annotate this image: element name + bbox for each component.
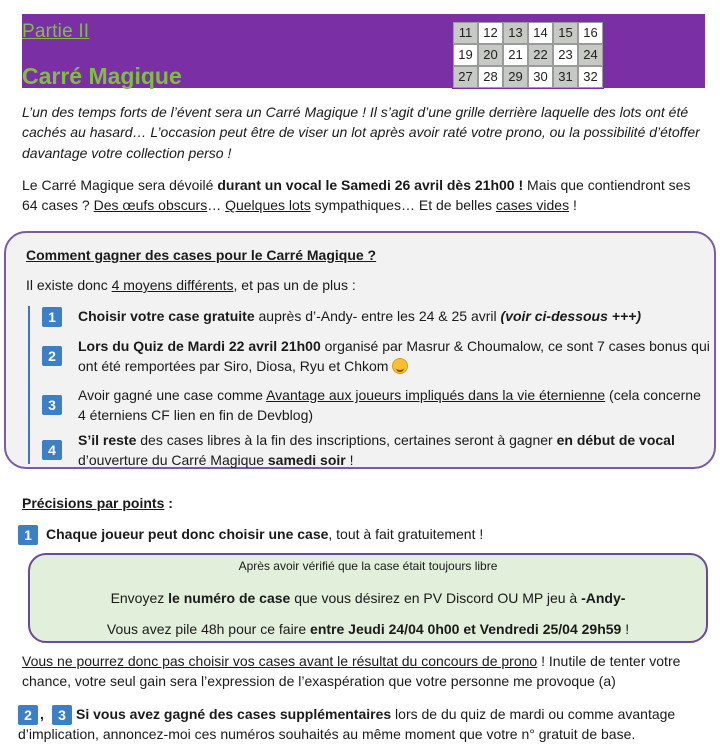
step-3-advantage: Avantage aux joueurs impliqués dans la vie éternienne — [266, 387, 606, 403]
andy-name: -Andy- — [581, 590, 626, 606]
empty-cells-text: cases vides — [495, 197, 570, 214]
page-title: Carré Magique — [22, 63, 182, 89]
number-3-icon: 3 — [52, 705, 72, 725]
intro-paragraph: L’un des temps forts de l’évent sera un Carré Magique ! Il s’agit d’une grille derrière laquelle des lots ont été cachés au hasard… L’occasion peut être de viser un lot après avoir raté votre prono, ou la possibilité d’étoffer davantage votre collection perso ! — [22, 104, 700, 161]
step-4-body: ! — [345, 452, 354, 469]
step-1-bold: Choisir votre case gratuite — [78, 308, 255, 324]
grid-cell: 31 — [553, 66, 578, 88]
description-paragraph — [22, 175, 702, 216]
grid-cell: 13 — [503, 22, 528, 44]
grid-cell: 15 — [553, 22, 578, 44]
some-lots-text: Quelques lots — [225, 197, 311, 214]
how-to-win-intro — [26, 275, 356, 295]
step-4-body: d’ouverture du Carré Magique — [78, 452, 268, 469]
grid-cell: 14 — [528, 22, 553, 44]
send-text: Envoyez — [110, 590, 169, 606]
steps-list — [28, 306, 710, 469]
dark-eggs-text: Des œufs obscurs — [93, 197, 208, 214]
deadline-dates: entre Jeudi 24/04 0h00 et Vendredi 25/04 29h59 — [310, 621, 622, 637]
step-4-body: des cases libres à la fin des inscriptions, certaines seront à gagner — [136, 432, 557, 448]
grid-cell: 21 — [503, 44, 528, 66]
grid-cell: 20 — [478, 44, 503, 66]
precisions-heading — [22, 493, 173, 513]
step-1-text — [78, 306, 710, 326]
precisions-colon: : — [164, 495, 173, 511]
step-4-bold: en début de vocal — [556, 432, 675, 448]
step-2-text — [78, 336, 710, 377]
grid-cell: 16 — [578, 22, 603, 44]
number-1-icon: 1 — [18, 525, 38, 545]
grid-cell: 12 — [478, 22, 503, 44]
step-4-bold: S’il reste — [78, 432, 137, 448]
step-3-body: (cela concerne 4 éterniens CF lien en fin de Devblog) — [78, 387, 701, 424]
desc-text: ! — [569, 197, 577, 214]
how-to-win-box — [4, 231, 716, 469]
number-1-icon: 1 — [42, 307, 62, 327]
intro-text: Il existe donc — [26, 277, 112, 293]
number-3-icon: 3 — [42, 395, 62, 415]
instructions-deadline-line — [30, 619, 706, 639]
step-3-body: Avoir gagné une case comme — [78, 387, 267, 403]
step-3-text — [78, 385, 710, 426]
point-2-3-bold: Si vous avez gagné des cases supplémentaires — [76, 706, 392, 722]
grid-cell: 11 — [453, 22, 478, 44]
point-1-text — [46, 524, 483, 544]
number-2-icon: 2 — [42, 346, 62, 366]
point-1-body: , tout à fait gratuitement ! — [328, 526, 484, 542]
grid-cell: 28 — [478, 66, 503, 88]
step-2-bold: Lors du Quiz de Mardi 22 avril 21h00 — [78, 338, 321, 354]
point-1-bold: Chaque joueur peut donc choisir une case — [46, 526, 329, 542]
smiley-icon — [392, 358, 408, 374]
note-underlined: Vous ne pourrez donc pas choisir vos cases avant le résultat du concours de prono — [22, 653, 538, 669]
deadline-text: Vous avez pile 48h pour ce faire — [106, 621, 311, 637]
point-2-3-text — [18, 704, 708, 745]
number-2-icon: 2 — [18, 705, 38, 725]
vocal-date: durant un vocal le Samedi 26 avril dès 21h00 ! — [217, 177, 524, 193]
desc-text: sympathiques… Et de belles — [310, 197, 496, 214]
step-2-body: organisé par Masrur & Choumalow, ce sont 7 cases bonus qui ont été remportées par Siro, Diosa, Ryu et Chkom — [78, 338, 710, 375]
instructions-send-line — [30, 588, 706, 608]
step-4-text — [78, 430, 710, 471]
desc-text: Mais que contiendront ses 64 cases ? — [22, 177, 691, 214]
grid-cell: 23 — [553, 44, 578, 66]
four-ways-text: 4 moyens différents — [111, 277, 234, 293]
grid-cell: 27 — [453, 66, 478, 88]
note-paragraph — [22, 651, 702, 692]
grid-cell: 22 — [528, 44, 553, 66]
case-number-text: le numéro de case — [168, 590, 291, 606]
instructions-box — [28, 553, 708, 643]
note-body: ! Inutile de tenter votre chance, votre seul gain sera l’expression de l’exaspération que votre personne me provoque (a) — [22, 653, 681, 690]
separator-comma: , — [40, 706, 44, 722]
precisions-title: Précisions par points — [22, 495, 165, 511]
step-4-bold: samedi soir — [267, 452, 346, 469]
grid-cell: 19 — [453, 44, 478, 66]
deadline-text: ! — [621, 621, 630, 637]
grid-cell: 29 — [503, 66, 528, 88]
instructions-note: Après avoir vérifié que la case était toujours libre — [238, 559, 498, 573]
intro-text: , et pas un de plus : — [233, 277, 356, 293]
how-to-win-title: Comment gagner des cases pour le Carré Magique ? — [26, 247, 377, 263]
grid-cell: 24 — [578, 44, 603, 66]
number-grid — [452, 21, 604, 89]
send-text: que vous désirez en PV Discord OU MP jeu à — [290, 590, 582, 606]
desc-text: Le Carré Magique sera dévoilé — [22, 177, 218, 193]
point-2-3-body: lors de du quiz de mardi ou comme avantage d’implication, annoncez-moi ces numéros souhaités au même moment que votre n° gratuit de base. — [18, 706, 676, 743]
part-label: Partie II — [22, 21, 90, 42]
header-banner — [22, 14, 705, 88]
grid-cell: 30 — [528, 66, 553, 88]
step-1-see-below: (voir ci-dessous +++) — [500, 308, 641, 324]
desc-text: … — [207, 197, 226, 214]
step-1-body: auprès d’-Andy- entre les 24 & 25 avril — [254, 308, 501, 324]
number-4-icon: 4 — [42, 440, 62, 460]
grid-cell: 32 — [578, 66, 603, 88]
